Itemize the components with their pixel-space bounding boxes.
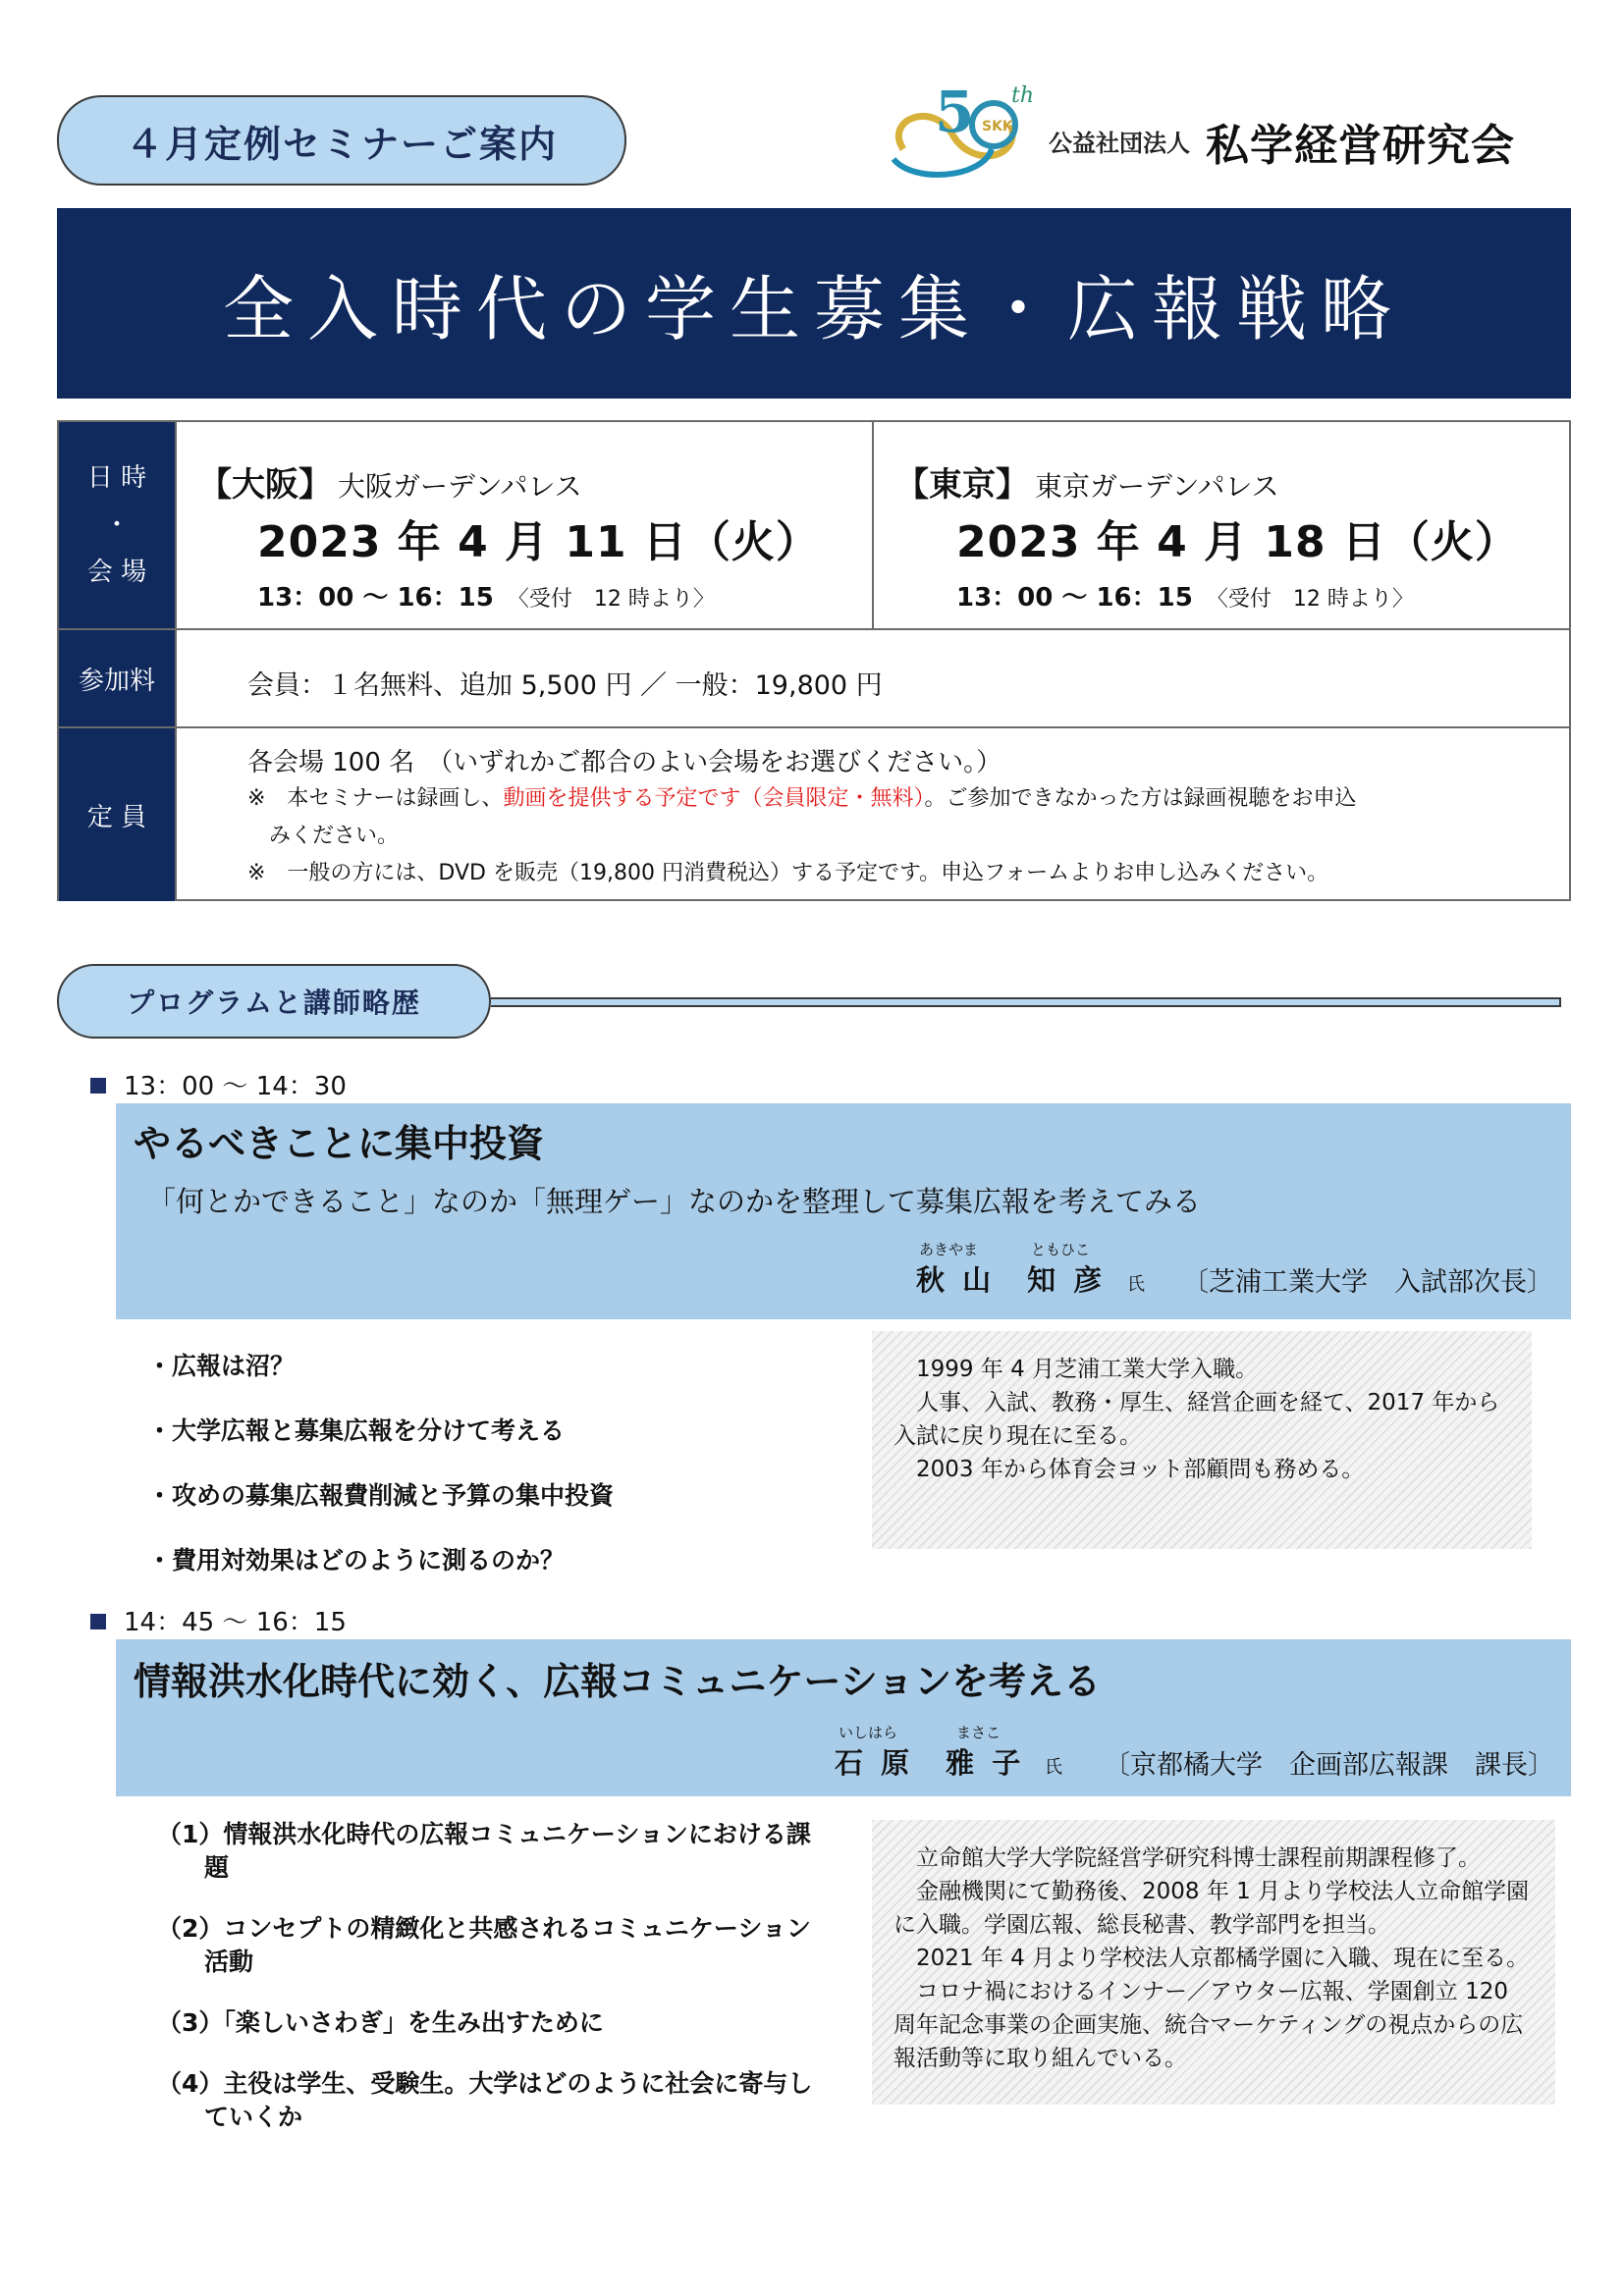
bio-line: 2003 年から体育会ヨット部顧問も務める。 xyxy=(916,1457,1365,1482)
label-fee: 参加料 xyxy=(59,630,175,726)
tokyo-venue-name: 東京ガーデンパレス xyxy=(1035,470,1279,503)
bio-line: 人事、入試、教務・厚生、経営企画を経て、2017 年から入試に戻り現在に至る。 xyxy=(893,1390,1500,1449)
session-2-time-text: 14：45 ～ 16：15 xyxy=(124,1608,347,1637)
session-1-points xyxy=(147,1347,614,1606)
label-venue: 会 場 xyxy=(86,558,147,587)
svg-text:SKK: SKK xyxy=(982,119,1013,134)
session-1-title: やるべきことに集中投資 xyxy=(134,1122,545,1165)
speaker-1-name: 秋 山 知 彦 xyxy=(916,1263,1107,1297)
tokyo-tag: 【東京】 xyxy=(895,465,1029,505)
speaker-2-ruby-given: まさこ xyxy=(956,1724,1001,1741)
bio-line: 金融機関にて勤務後、2008 年 1 月より学校法人立命館学園に入職。学園広報、総長秘書、教学部門を担当。 xyxy=(893,1879,1530,1938)
list-item: （2）コンセプトの精緻化と共感されるコミュニケーション活動 xyxy=(157,1914,811,1976)
session-1-subtitle: 「何とかできること」なのか「無理ゲー」なのかを整理して募集広報を考えてみる xyxy=(147,1185,1202,1218)
speaker-2-honorific: 氏 xyxy=(1045,1757,1062,1778)
square-bullet-icon xyxy=(90,1078,106,1094)
session-2-title: 情報洪水化時代に効く、広報コミュニケーションを考える xyxy=(134,1660,1101,1703)
speaker-2-bio xyxy=(872,1820,1555,2105)
note-recording-a: ※ 本セミナーは録画し、 xyxy=(247,786,504,811)
svg-text:th: th xyxy=(1011,83,1035,108)
list-item: （3）「楽しいさわぎ」を生み出すために xyxy=(157,2008,604,2037)
seminar-badge: ４月定例セミナーご案内 xyxy=(57,95,626,186)
note-dvd: ※ 一般の方には、DVD を販売（19,800 円消費税込）する予定です。申込フォームよりお申し込みください。 xyxy=(247,861,1329,885)
osaka-venue xyxy=(198,457,582,506)
osaka-time-range: 13：00 ～ 16：15 xyxy=(257,583,494,613)
list-item: ・攻めの募集広報費削減と予算の集中投資 xyxy=(147,1481,615,1510)
note-recording-cont: みください。 xyxy=(269,824,400,848)
label-dot: ・ xyxy=(103,510,130,540)
label-datetime-venue xyxy=(59,422,175,628)
session-1-time xyxy=(90,1066,347,1102)
osaka-venue-name: 大阪ガーデンパレス xyxy=(338,470,582,503)
tokyo-venue xyxy=(895,457,1279,506)
note-recording-b: 。ご参加できなかった方は録画視聴をお申込 xyxy=(924,786,1357,811)
bio-line: コロナ禍におけるインナー／アウター広報、学園創立 120 周年記念事業の企画実施、統合マーケティングの視点からの広報活動等に取り組んでいる。 xyxy=(893,1979,1524,2071)
speaker-2-affiliation: 〔京都橘大学 企画部広報課 課長〕 xyxy=(1104,1750,1554,1781)
list-item: ・広報は沼？ xyxy=(147,1352,296,1380)
org-prefix: 公益社団法人 xyxy=(1049,130,1190,157)
org-name: 私学経営研究会 xyxy=(1206,121,1515,171)
osaka-tag: 【大阪】 xyxy=(198,465,332,505)
list-item: （1）情報洪水化時代の広報コミュニケーションにおける課題 xyxy=(157,1820,811,1882)
speaker-1-ruby-family: あきやま xyxy=(919,1241,979,1258)
list-item: ・費用対効果はどのように測るのか？ xyxy=(147,1546,566,1575)
session-2-points xyxy=(157,1818,825,2162)
bio-line: 2021 年 4 月より学校法人京都橘学園に入職、現在に至る。 xyxy=(916,1946,1530,1971)
tokyo-reception: 〈受付 12 時より〉 xyxy=(1206,587,1414,612)
list-item: ・大学広報と募集広報を分けて考える xyxy=(147,1416,566,1445)
program-rule xyxy=(491,997,1561,1007)
speaker-1-affiliation: 〔芝浦工業大学 入試部次長〕 xyxy=(1182,1267,1553,1298)
session-2-header xyxy=(116,1639,1571,1796)
label-capacity: 定 員 xyxy=(59,728,175,901)
speaker-2-ruby-family: いしはら xyxy=(839,1724,898,1741)
title-banner xyxy=(57,208,1571,399)
note-recording xyxy=(247,781,1356,812)
info-table xyxy=(57,420,1571,901)
logo-mark xyxy=(893,80,1034,175)
divider xyxy=(175,422,177,901)
note-recording-highlight: 動画を提供する予定です（会員限定・無料） xyxy=(503,786,925,811)
speaker-1-honorific: 氏 xyxy=(1127,1274,1145,1295)
osaka-date: 2023 年 4 月 11 日（火） xyxy=(257,517,820,567)
capacity-text: 各会場 100 名 （いずれかご都合のよい会場をお選びください。） xyxy=(247,748,1002,777)
session-2-time xyxy=(90,1602,347,1638)
speaker-2-name: 石 原 雅 子 xyxy=(835,1746,1025,1780)
divider xyxy=(59,726,1569,728)
divider xyxy=(59,628,1569,630)
divider xyxy=(872,422,874,628)
label-datetime: 日 時 xyxy=(86,463,147,493)
speaker-1-ruby-given: ともひこ xyxy=(1031,1241,1091,1258)
speaker-1-bio xyxy=(872,1331,1532,1549)
bio-line: 立命館大学大学院経営学研究科博士課程前期課程修了。 xyxy=(916,1845,1481,1871)
fee-text: 会員：１名無料、追加 5,500 円 ／ 一般：19,800 円 xyxy=(247,670,883,701)
osaka-time xyxy=(257,577,715,614)
list-item: （4）主役は学生、受験生。大学はどのように社会に寄与していくか xyxy=(157,2069,813,2131)
session-1-header xyxy=(116,1103,1571,1319)
osaka-reception: 〈受付 12 時より〉 xyxy=(507,587,715,612)
square-bullet-icon xyxy=(90,1614,106,1629)
bio-line: 1999 年 4 月芝浦工業大学入職。 xyxy=(916,1357,1259,1382)
tokyo-time-range: 13：00 ～ 16：15 xyxy=(956,583,1193,613)
session-1-time-text: 13：00 ～ 14：30 xyxy=(124,1072,347,1101)
tokyo-time xyxy=(956,577,1414,614)
page-title: 全入時代の学生募集・広報戦略 xyxy=(222,268,1405,350)
svg-text:5: 5 xyxy=(935,80,975,145)
tokyo-date: 2023 年 4 月 18 日（火） xyxy=(956,517,1519,567)
program-heading: プログラムと講師略歴 xyxy=(57,964,491,1039)
